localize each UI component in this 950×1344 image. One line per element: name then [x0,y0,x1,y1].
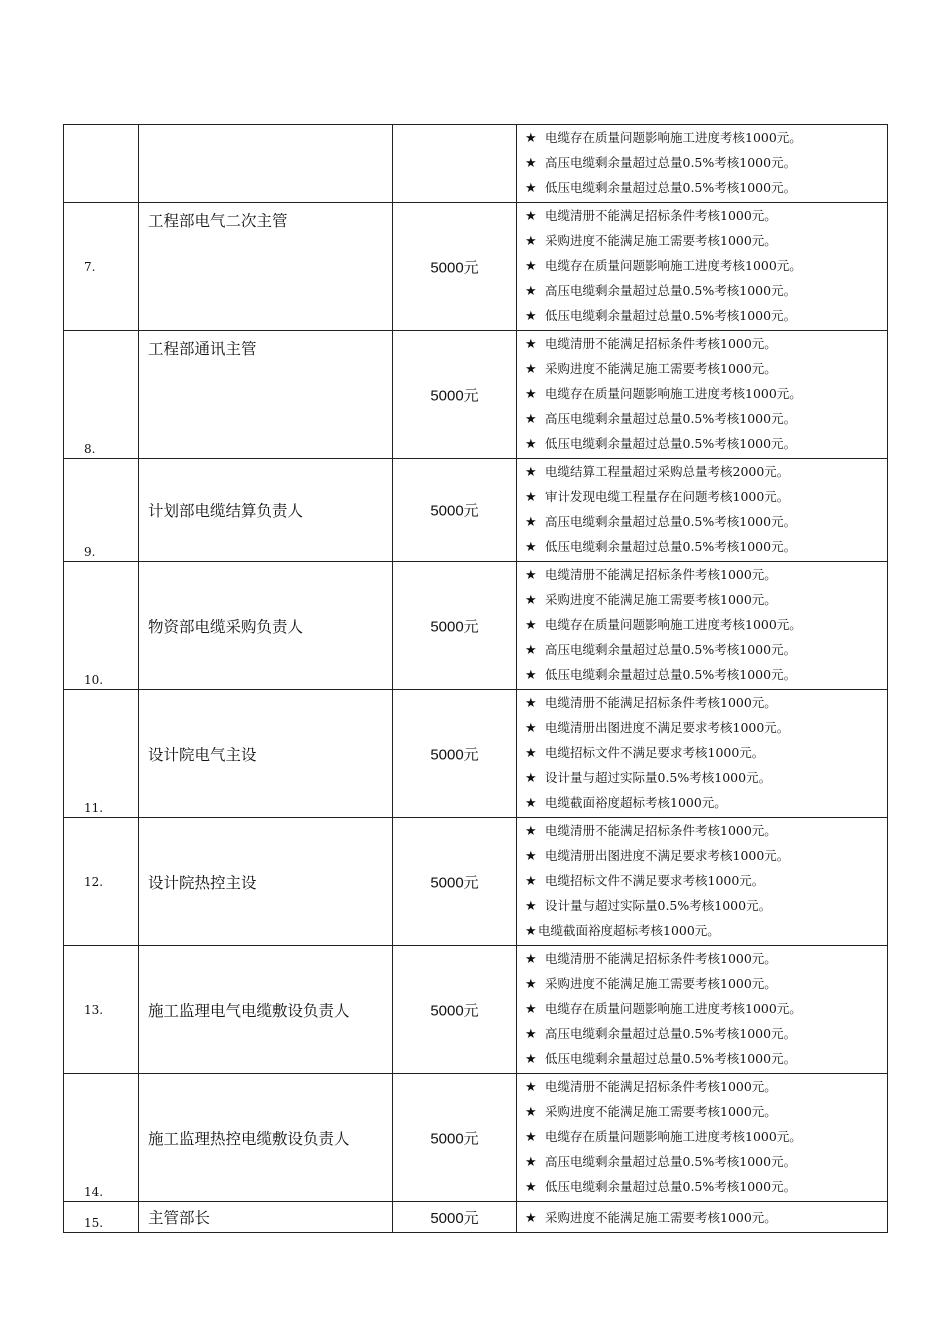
role-name: 施工监理热控电缆敷设负责人 [148,1129,350,1148]
role-name: 计划部电缆结算负责人 [148,502,304,520]
star-icon: ★ [525,899,537,914]
list-item [525,280,887,305]
amount-cell [393,203,517,331]
star-icon: ★ [525,181,537,196]
row-number: 11. [84,801,104,815]
item-text: 设计量与超过实际量0.5%考核1000元。 [545,770,772,785]
item-text: 低压电缆剩余量超过总量0.5%考核1000元。 [545,667,797,682]
row-number: 8. [84,442,96,456]
item-text: 低压电缆剩余量超过总量0.5%考核1000元。 [545,308,797,323]
amount-cell [393,1202,517,1233]
number-cell [64,331,139,459]
item-text: 电缆清册出图进度不满足要求考核1000元。 [545,848,790,863]
list-item [525,433,887,458]
role-name: 主管部长 [148,1209,211,1227]
list-item [525,614,887,639]
item-text: 电缆清册不能满足招标条件考核1000元。 [545,567,777,582]
list-item [525,152,887,177]
item-list [517,203,887,330]
list-item [525,767,887,792]
list-item [525,895,887,920]
star-icon: ★ [525,362,537,377]
star-icon: ★ [525,1130,537,1145]
list-item [525,408,887,433]
list-item [525,692,887,717]
list-item [525,205,887,230]
item-list [517,459,887,561]
list-item [525,305,887,330]
items-cell [517,946,888,1074]
item-text: 高压电缆剩余量超过总量0.5%考核1000元。 [545,514,797,529]
amount-value: 5000元 [430,874,479,891]
star-icon: ★ [525,824,537,839]
list-item [525,920,887,945]
item-text: 电缆结算工程量超过采购总量考核2000元。 [545,464,790,479]
item-list [517,1074,887,1201]
role-cell [139,203,393,331]
item-list [517,562,887,689]
item-text: 高压电缆剩余量超过总量0.5%考核1000元。 [545,642,797,657]
list-item [525,383,887,408]
amount-value: 5000元 [430,1210,479,1227]
list-item [525,1207,887,1232]
table-row [64,1202,888,1233]
row-number: 13. [84,1002,104,1017]
list-item [525,1126,887,1151]
star-icon: ★ [525,952,537,967]
list-item [525,461,887,486]
list-item [525,973,887,998]
number-cell [64,690,139,818]
list-item [525,358,887,383]
amount-value: 5000元 [430,387,479,404]
list-item [525,127,887,152]
item-text: 电缆清册不能满足招标条件考核1000元。 [545,336,777,351]
number-cell [64,562,139,690]
star-icon: ★ [525,284,537,299]
list-item [525,511,887,536]
list-item [525,486,887,511]
star-icon: ★ [525,977,537,992]
amount-cell [393,1074,517,1202]
row-number: 15. [84,1216,104,1230]
item-text: 采购进度不能满足施工需要考核1000元。 [545,976,777,991]
items-cell [517,690,888,818]
star-icon: ★ [525,1105,537,1120]
role-cell [139,946,393,1074]
list-item [525,255,887,280]
item-list [517,690,887,817]
list-item [525,870,887,895]
star-icon: ★ [525,849,537,864]
row-number: 9. [84,545,96,559]
items-cell [517,331,888,459]
row-number: 10. [84,673,104,687]
star-icon: ★ [525,696,537,711]
number-cell [64,946,139,1074]
star-icon: ★ [525,1211,537,1226]
list-item [525,845,887,870]
row-number: 14. [84,1185,104,1199]
items-cell [517,203,888,331]
assessment-table [63,124,888,1233]
role-cell [139,125,393,203]
list-item [525,333,887,358]
table-row [64,331,888,459]
role-name: 工程部通讯主管 [148,340,257,358]
amount-cell [393,690,517,818]
table-row [64,1074,888,1202]
table-row [64,203,888,331]
item-text: 电缆存在质量问题影响施工进度考核1000元。 [545,386,802,401]
item-text: 电缆招标文件不满足要求考核1000元。 [545,745,765,760]
list-item [525,1101,887,1126]
list-item [525,1048,887,1073]
amount-cell [393,125,517,203]
star-icon: ★ [525,618,537,633]
item-text: 高压电缆剩余量超过总量0.5%考核1000元。 [545,1026,797,1041]
star-icon: ★ [525,259,537,274]
role-cell [139,818,393,946]
list-item [525,948,887,973]
number-cell [64,818,139,946]
item-text: 采购进度不能满足施工需要考核1000元。 [545,1210,777,1225]
list-item [525,1023,887,1048]
items-cell [517,562,888,690]
item-text: 电缆存在质量问题影响施工进度考核1000元。 [545,617,802,632]
list-item [525,639,887,664]
list-item [525,820,887,845]
star-icon: ★ [525,643,537,658]
item-text: 电缆招标文件不满足要求考核1000元。 [545,873,765,888]
role-name: 设计院电气主设 [148,745,257,764]
role-name: 工程部电气二次主管 [148,212,288,230]
star-icon: ★ [525,1155,537,1170]
list-item [525,589,887,614]
list-item [525,1176,887,1201]
items-cell [517,125,888,203]
amount-value: 5000元 [430,1002,479,1019]
table-row [64,562,888,690]
list-item [525,230,887,255]
list-item [525,564,887,589]
item-text: 电缆清册不能满足招标条件考核1000元。 [545,1079,777,1094]
star-icon: ★ [525,796,537,811]
amount-value: 5000元 [430,1130,479,1147]
number-cell [64,459,139,562]
star-icon: ★ [525,131,537,146]
star-icon: ★ [525,490,537,505]
item-text: 低压电缆剩余量超过总量0.5%考核1000元。 [545,539,797,554]
amount-cell [393,459,517,562]
item-text: 低压电缆剩余量超过总量0.5%考核1000元。 [545,436,797,451]
items-cell [517,818,888,946]
table-row [64,818,888,946]
item-text: 电缆清册出图进度不满足要求考核1000元。 [545,720,790,735]
star-icon: ★ [525,668,537,683]
item-text: 高压电缆剩余量超过总量0.5%考核1000元。 [545,411,797,426]
item-text: 电缆存在质量问题影响施工进度考核1000元。 [545,1001,802,1016]
amount-cell [393,562,517,690]
items-cell [517,1074,888,1202]
items-cell [517,459,888,562]
list-item [525,177,887,202]
list-item [525,1076,887,1101]
amount-value: 5000元 [430,502,479,520]
star-icon: ★ [525,156,537,171]
role-cell [139,690,393,818]
star-icon: ★ [525,387,537,402]
star-icon: ★ [525,1180,537,1195]
role-cell [139,1074,393,1202]
item-list [517,125,887,202]
item-text: 高压电缆剩余量超过总量0.5%考核1000元。 [545,283,797,298]
item-text: 电缆清册不能满足招标条件考核1000元。 [545,695,777,710]
item-list [517,1202,887,1232]
star-icon: ★ [525,771,537,786]
role-name: 设计院热控主设 [148,873,257,892]
item-text: 设计量与超过实际量0.5%考核1000元。 [545,898,772,913]
star-icon: ★ [525,1002,537,1017]
amount-cell [393,818,517,946]
item-text: 采购进度不能满足施工需要考核1000元。 [545,592,777,607]
number-cell [64,125,139,203]
items-cell [517,1202,888,1233]
star-icon: ★ [525,540,537,555]
list-item [525,1151,887,1176]
star-icon: ★ [525,1080,537,1095]
item-text: 采购进度不能满足施工需要考核1000元。 [545,233,777,248]
star-icon: ★ [525,337,537,352]
role-name: 物资部电缆采购负责人 [148,617,304,636]
item-text: 电缆存在质量问题影响施工进度考核1000元。 [545,130,802,145]
star-icon: ★ [525,209,537,224]
item-text: 电缆截面裕度超标考核1000元。 [545,795,727,810]
item-text: 高压电缆剩余量超过总量0.5%考核1000元。 [545,155,797,170]
item-text: 电缆清册不能满足招标条件考核1000元。 [545,823,777,838]
item-text: 采购进度不能满足施工需要考核1000元。 [545,361,777,376]
role-name: 施工监理电气电缆敷设负责人 [148,1001,350,1020]
star-icon: ★ [525,721,537,736]
star-icon: ★ [525,746,537,761]
item-list [517,331,887,458]
table-row [64,946,888,1074]
list-item [525,998,887,1023]
amount-value: 5000元 [430,618,479,635]
item-text: 低压电缆剩余量超过总量0.5%考核1000元。 [545,180,797,195]
item-text: 电缆存在质量问题影响施工进度考核1000元。 [545,1129,802,1144]
role-cell [139,562,393,690]
amount-value: 5000元 [430,746,479,763]
star-icon: ★ [525,437,537,452]
row-number: 12. [84,874,104,889]
amount-cell [393,946,517,1074]
table-row [64,690,888,818]
list-item [525,536,887,561]
item-text: 电缆清册不能满足招标条件考核1000元。 [545,208,777,223]
role-cell [139,331,393,459]
amount-value: 5000元 [430,259,479,276]
list-item [525,717,887,742]
item-text: 采购进度不能满足施工需要考核1000元。 [545,1104,777,1119]
amount-cell [393,331,517,459]
role-cell [139,1202,393,1233]
list-item [525,792,887,817]
star-icon: ★ [525,1027,537,1042]
row-number: 7. [84,259,96,274]
item-list [517,946,887,1073]
item-text: 电缆截面裕度超标考核1000元。 [538,923,720,938]
number-cell [64,1202,139,1233]
star-icon: ★ [525,412,537,427]
role-cell [139,459,393,562]
list-item [525,742,887,767]
table-row [64,125,888,203]
list-item [525,664,887,689]
item-text: 低压电缆剩余量超过总量0.5%考核1000元。 [545,1179,797,1194]
item-text: 审计发现电缆工程量存在问题考核1000元。 [545,489,790,504]
star-icon: ★ [525,874,537,889]
star-icon: ★ [525,465,537,480]
item-text: 电缆清册不能满足招标条件考核1000元。 [545,951,777,966]
number-cell [64,1074,139,1202]
star-icon: ★ [525,924,537,939]
star-icon: ★ [525,234,537,249]
item-text: 低压电缆剩余量超过总量0.5%考核1000元。 [545,1051,797,1066]
star-icon: ★ [525,1052,537,1067]
star-icon: ★ [525,309,537,324]
item-text: 高压电缆剩余量超过总量0.5%考核1000元。 [545,1154,797,1169]
item-text: 电缆存在质量问题影响施工进度考核1000元。 [545,258,802,273]
number-cell [64,203,139,331]
star-icon: ★ [525,593,537,608]
star-icon: ★ [525,568,537,583]
star-icon: ★ [525,515,537,530]
table-row [64,459,888,562]
item-list [517,818,887,945]
